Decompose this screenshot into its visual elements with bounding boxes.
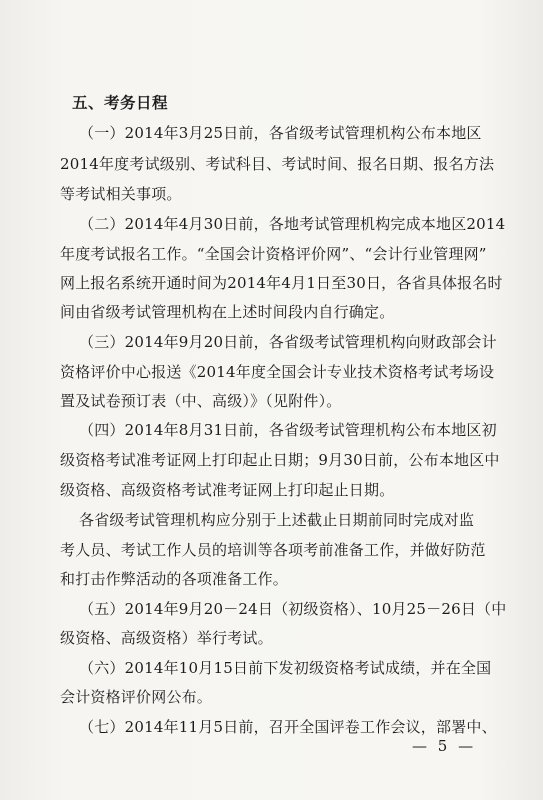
section-heading: 五、考务日程 [72,93,169,112]
paragraph-line: 间由省级考试管理机构在上述时间段内自行确定。 [60,303,395,321]
paragraph-line: （五）2014年9月20－24日（初级资格）、10月25－26日（中 [79,600,507,618]
paragraph-line: 各省级考试管理机构应分别于上述截止日期前同时完成对监 [79,511,475,529]
paragraph-line: 置及试卷预订表（中、高级）》（见附件）。 [60,392,342,410]
paragraph-line: 网上报名系统开通时间为2014年4月1日至30日，各省具体报名时 [60,274,503,292]
paragraph-line: 2014年度考试级别、考试科目、考试时间、报名日期、报名方法 [60,155,495,173]
page-number: — 5 — [412,737,477,755]
paragraph-line: 资格评价中心报送《2014年度全国会计专业技术资格考试考场设 [60,363,495,381]
paragraph-line: （七）2014年11月5日前，召开全国评卷工作会议，部署中、 [79,718,497,736]
paragraph-line: 和打击作弊活动的各项准备工作。 [60,570,289,588]
paragraph-line: （六）2014年10月15日前下发初级资格考试成绩，并在全国 [79,659,492,677]
paragraph-line: 级资格、高级资格考试准考证网上打印起止日期。 [60,481,395,499]
paragraph-line: 年度考试报名工作。“全国会计资格评价网”、“会计行业管理网” [60,245,487,263]
paragraph-line: （三）2014年9月20日前，各省级考试管理机构向财政部会计 [79,333,497,351]
paragraph-line: （二）2014年4月30日前，各地考试管理机构完成本地区2014 [79,215,506,233]
paragraph-line: （一）2014年3月25日前，各省级考试管理机构公布本地区 [79,124,482,142]
paragraph-line: （四）2014年8月31日前，各省级考试管理机构公布本地区初 [79,421,497,439]
paragraph-line: 级资格考试准考证网上打印起止日期；9月30日前，公布本地区中 [60,451,500,469]
paragraph-line: 级资格、高级资格）举行考试。 [60,629,273,647]
paragraph-line: 会计资格评价网公布。 [60,688,213,706]
paragraph-line: 等考试相关事项。 [60,185,182,203]
paragraph-line: 考人员、考试工作人员的培训等各项考前准备工作，并做好防范 [60,541,486,559]
